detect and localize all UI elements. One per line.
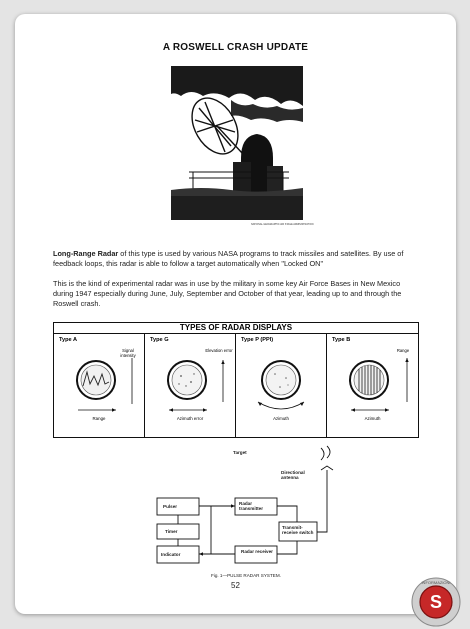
panel-side-label: Range — [396, 348, 410, 353]
scope-ppi-icon — [236, 334, 327, 437]
panel-bottom-label: Azimuth — [273, 416, 289, 421]
panel-title: Type G — [150, 337, 169, 343]
watermark-logo-icon — [410, 576, 466, 628]
target-label: Target — [233, 450, 247, 455]
para-lead: Long-Range Radar — [53, 249, 119, 258]
trswitch-label: Transmit-receive switch — [282, 525, 314, 536]
panel-side-label: Elevation error — [205, 348, 233, 353]
panel-bottom-label: Azimuth error — [176, 416, 204, 421]
panel-type-g — [145, 334, 236, 437]
radar-displays-table — [53, 322, 419, 438]
scope-g-icon — [145, 334, 236, 437]
photo-caption: NATIONAL GEOGRAPHIC AIR STAGE ADMINISTRATION — [251, 223, 314, 226]
panel-side-label: Signal intensity — [120, 348, 136, 358]
panel-bottom-label: Range — [92, 416, 106, 421]
page-number: 52 — [231, 581, 240, 590]
panel-type-a — [54, 334, 145, 437]
pulser-label: Pulser — [163, 504, 178, 509]
radar-table-title: TYPES OF RADAR DISPLAYS — [54, 323, 418, 334]
diagram-caption: Fig. 1—PULSE RADAR SYSTEM. — [211, 573, 281, 578]
indicator-label: Indicator — [161, 552, 181, 557]
panel-title: Type A — [59, 337, 78, 343]
panel-title: Type P (PPI) — [241, 337, 274, 343]
paragraph-experimental-radar: This is the kind of experimental radar was in use by the military in some key Air Force Bases in New Mexico during 1947 especially during June, July, September and October of that year, leading up to and through the Roswell crash. — [53, 279, 402, 309]
watermark-ring-text: INFORMAZIONI — [421, 580, 451, 585]
para-rest: of this type is used by various NASA programs to track missiles and satellites. By use of feedback loops, this radar is able to follow a target automatically when "Locked ON" — [53, 249, 404, 269]
panel-bottom-label: Azimuth — [364, 416, 381, 421]
antenna-label: Directional antenna — [281, 470, 305, 481]
watermark-letter: S — [429, 592, 443, 612]
scope-b-icon — [327, 334, 418, 437]
transmitter-label: Radar transmitter — [239, 501, 263, 512]
scope-a-icon — [54, 334, 145, 437]
panel-type-b — [327, 334, 418, 437]
diagram-lines — [151, 442, 341, 582]
document-page — [15, 14, 456, 614]
pulse-radar-diagram — [151, 442, 341, 582]
panel-type-p-ppi — [236, 334, 327, 437]
paragraph-long-range-radar — [53, 249, 419, 269]
panel-title: Type B — [332, 337, 351, 343]
receiver-label: Radar receiver — [241, 549, 273, 554]
timer-label: Timer — [165, 529, 178, 534]
page-title: A ROSWELL CRASH UPDATE — [162, 42, 309, 53]
radar-dish-photo — [171, 66, 314, 228]
